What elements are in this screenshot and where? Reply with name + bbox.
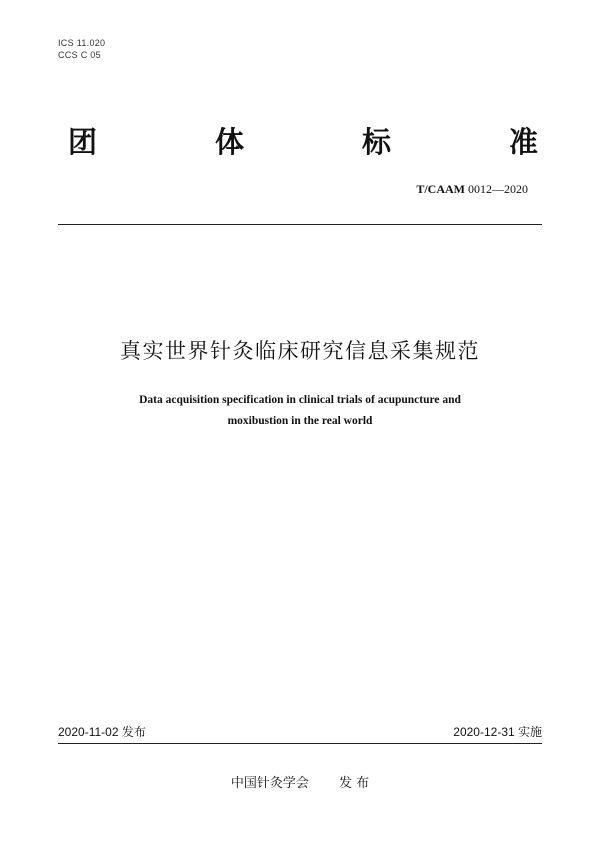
standard-type-char: 标 (361, 125, 391, 159)
english-title-line: moxibustion in the real world (227, 415, 373, 427)
standard-type-char: 体 (214, 125, 244, 159)
english-title (0, 390, 600, 432)
chinese-title: 真实世界针灸临床研究信息采集规范 (120, 339, 480, 363)
english-title-line: Data acquisition specification in clinical trials of acupuncture and (139, 394, 461, 406)
standard-type-char: 团 (68, 125, 98, 159)
issue-date: 2020-11-02 发布 (58, 725, 146, 739)
publisher-name: 中国针灸学会 (230, 776, 309, 791)
ccs-code: CCS C 05 (58, 50, 101, 60)
standard-number-prefix: T/CAAM (416, 182, 465, 196)
classification-codes (58, 37, 105, 61)
publisher-line (0, 775, 600, 793)
standard-type-heading (68, 124, 538, 160)
standard-number (416, 181, 528, 197)
top-divider (58, 224, 542, 225)
publisher-action: 发 布 (338, 776, 370, 791)
bottom-divider (58, 743, 542, 744)
standard-number-code: 0012—2020 (468, 182, 528, 196)
ics-code: ICS 11.020 (58, 38, 106, 48)
implementation-date: 2020-12-31 实施 (453, 725, 542, 739)
standard-type-char: 准 (508, 125, 538, 159)
